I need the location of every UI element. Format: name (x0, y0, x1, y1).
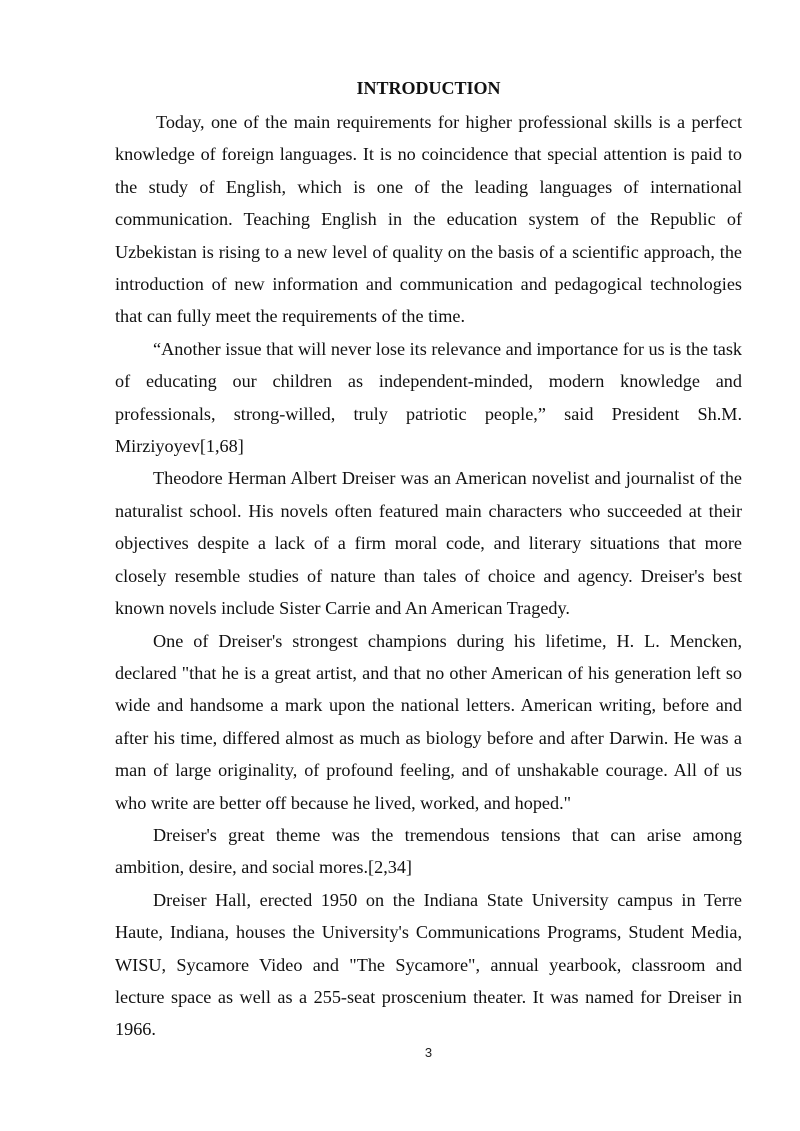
paragraph-intro: Today, one of the main requirements for higher professional skills is a perfect knowledge of foreign languages. It is no coincidence that special attention is paid to the study of English, which is one of the leading languages of international communication. Teaching English in the education system of the Republic of Uzbekistan is rising to a new level of quality on the basis of a scientific approach, the introduction of new information and communication and pedagogical technologies that can fully meet the requirements of the time. (115, 112, 742, 327)
paragraph-dreiser-bio: Theodore Herman Albert Dreiser was an American novelist and journalist of the naturalist school. His novels often featured main characters who succeeded at their objectives despite a lack of a firm moral code, and literary situations that more closely resemble studies of nature than tales of choice and agency. Dreiser's best known novels include Sister Carrie and An American Tragedy. (115, 468, 742, 619)
page-number: 3 (424, 1045, 433, 1060)
document-page (115, 74, 742, 1046)
paragraph-dreiser-hall: Dreiser Hall, erected 1950 on the Indiana State University campus in Terre Haute, Indiana, houses the University's Communications Programs, Student Media, WISU, Sycamore Video and "The Sycamore", annual yearbook, classroom and lecture space as well as a 255-seat proscenium theater. It was named for Dreiser in 1966. (115, 889, 742, 1040)
paragraph-theme: Dreiser's great theme was the tremendous tensions that can arise among ambition, desire, and social mores.[2,34] (115, 824, 742, 878)
paragraph-quote: “Another issue that will never lose its relevance and importance for us is the task of educating our children as independent-minded, modern knowledge and professionals, strong-willed, truly patriotic people,” said President Sh.M. Mirziyoyev[1,68] (115, 338, 742, 457)
document-title: INTRODUCTION (356, 78, 501, 98)
paragraph-mencken: One of Dreiser's strongest champions during his lifetime, H. L. Mencken, declared "that he is a great artist, and that no other American of his generation left so wide and handsome a mark upon the national letters. American writing, before and after his time, differed almost as much as biology before and after Darwin. He was a man of large originality, of profound feeling, and of unshakable courage. All of us who write are better off because he lived, worked, and hoped." (115, 630, 742, 813)
